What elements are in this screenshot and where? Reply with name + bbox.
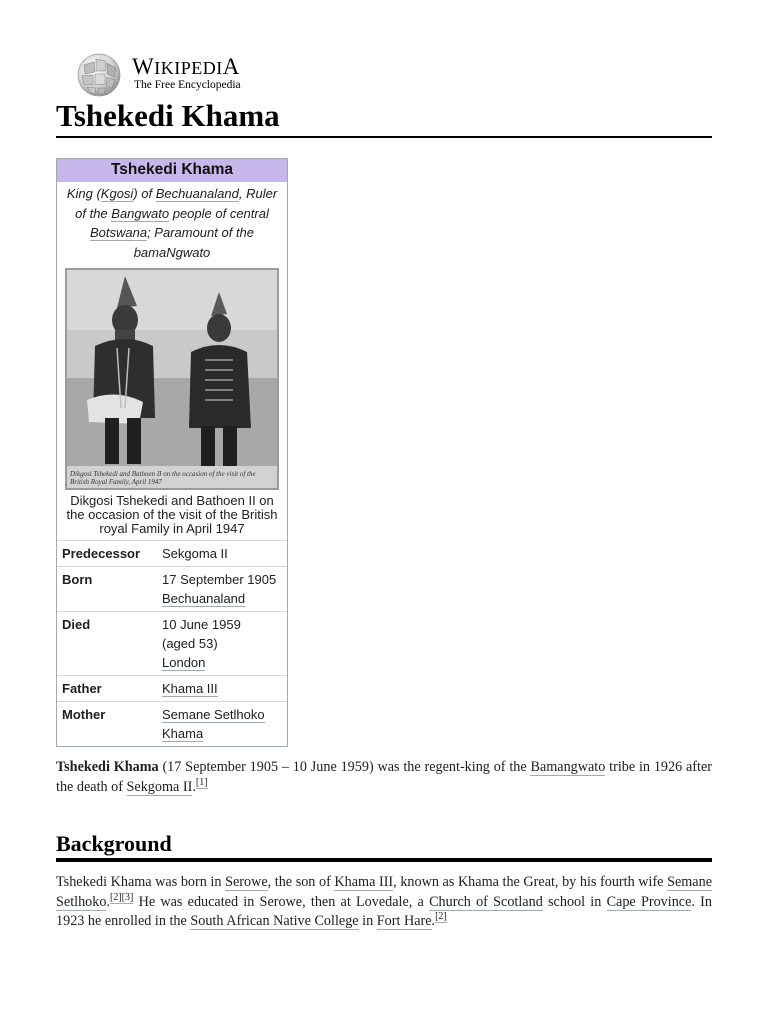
body-text: , known as Khama the Great, by his fourth wife xyxy=(393,874,668,890)
link-bamangwato[interactable]: Bamangwato xyxy=(530,759,606,775)
wikipedia-logo[interactable] xyxy=(74,53,264,97)
link-died-place[interactable]: London xyxy=(162,655,206,670)
infobox-subtitle xyxy=(57,182,287,266)
mother-label: Mother xyxy=(62,707,106,722)
body-text: in xyxy=(358,913,377,929)
infobox-caption: Dikgosi Tshekedi and Bathoen II on the occasion of the visit of the British royal Family in April 1947 xyxy=(57,490,287,540)
link-serowe[interactable]: Serowe xyxy=(225,874,268,890)
link-semane-setlhoko[interactable]: Semane Setlhoko xyxy=(56,874,712,910)
link-kgosi[interactable]: Kgosi xyxy=(100,186,134,201)
wikipedia-wordmark: WIKIPEDIA xyxy=(132,54,240,79)
photo-inscription-line2: British Royal Family, April 1947 xyxy=(70,478,162,486)
section-heading-background: Background xyxy=(56,831,172,856)
subtitle-text: ) of xyxy=(133,186,156,201)
body-text: Tshekedi Khama was born in xyxy=(56,874,226,890)
infobox-row-predecessor xyxy=(57,540,287,566)
predecessor-label: Predecessor xyxy=(62,546,141,561)
lead-paragraph xyxy=(56,758,712,797)
father-label: Father xyxy=(62,681,102,696)
body-text: . xyxy=(431,913,436,929)
body-text: He was educated in Serowe, then at Lovedale, a xyxy=(133,893,430,910)
background-paragraph xyxy=(56,873,712,932)
page-title: Tshekedi Khama xyxy=(56,98,280,133)
born-date: 17 September 1905 xyxy=(162,572,277,587)
link-cape-province[interactable]: Cape Province xyxy=(606,893,692,910)
lead-text: tribe in 1926 after the death of xyxy=(56,759,712,795)
link-botswana[interactable]: Botswana xyxy=(89,225,148,240)
citation-ref-2[interactable]: [2] xyxy=(435,911,447,923)
link-fort-hare[interactable]: Fort Hare xyxy=(376,913,432,929)
infobox-row-mother xyxy=(57,701,287,746)
body-text: . xyxy=(106,893,110,910)
subtitle-text: King ( xyxy=(66,186,101,201)
infobox-row-died xyxy=(57,611,287,675)
link-church-of-scotland[interactable]: Church of Scotland xyxy=(429,893,543,910)
died-value xyxy=(162,612,287,675)
body-text: , the son of xyxy=(267,874,335,890)
father-value xyxy=(162,676,287,701)
lead-text: (17 September 1905 – 10 June 1959) was the regent-king of the xyxy=(158,759,531,775)
section-divider xyxy=(56,858,712,862)
citation-ref-1[interactable]: [1] xyxy=(195,776,208,788)
citation-ref-3[interactable]: [3] xyxy=(121,891,134,903)
wikipedia-globe-icon xyxy=(74,53,124,97)
infobox-photo[interactable] xyxy=(65,268,279,490)
wikipedia-tagline: The Free Encyclopedia xyxy=(134,79,241,91)
lead-text: . xyxy=(192,778,196,795)
died-age: (aged 53) xyxy=(162,636,218,651)
infobox xyxy=(56,158,288,747)
lead-name: Tshekedi Khama xyxy=(56,759,159,775)
link-mother[interactable]: Semane Setlhoko Khama xyxy=(162,707,265,741)
body-text: school in xyxy=(542,893,607,910)
subtitle-text: ; Paramount of the bamaNgwato xyxy=(133,225,255,260)
died-label: Died xyxy=(62,617,91,632)
born-label: Born xyxy=(62,572,93,587)
link-bechuanaland[interactable]: Bechuanaland xyxy=(155,186,239,201)
infobox-row-father xyxy=(57,675,287,701)
title-divider xyxy=(56,136,712,138)
link-south-african-native-college[interactable]: South African Native College xyxy=(190,913,359,929)
predecessor-value: Sekgoma II xyxy=(162,546,228,561)
citation-ref-2[interactable]: [2] xyxy=(110,891,122,903)
died-date: 10 June 1959 xyxy=(162,617,241,632)
infobox-row-born xyxy=(57,566,287,611)
subtitle-text: , Ruler of the xyxy=(75,186,278,221)
photo-inscription-line1: Dikgosi Tshekedi and Bathoen II on the occasion of the visit of the xyxy=(70,470,256,478)
link-khama-iii[interactable]: Khama III xyxy=(334,874,394,890)
subtitle-text: people of central xyxy=(169,205,269,221)
link-born-place[interactable]: Bechuanaland xyxy=(162,591,246,606)
body-text: . In 1923 he enrolled in the xyxy=(56,893,713,929)
born-value xyxy=(162,567,287,611)
infobox-image-wrap xyxy=(57,266,287,490)
infobox-title: Tshekedi Khama xyxy=(57,159,287,182)
link-bangwato[interactable]: Bangwato xyxy=(111,205,170,221)
mother-value xyxy=(162,702,287,746)
link-father[interactable]: Khama III xyxy=(162,681,218,696)
link-sekgoma-ii[interactable]: Sekgoma II xyxy=(126,778,193,795)
